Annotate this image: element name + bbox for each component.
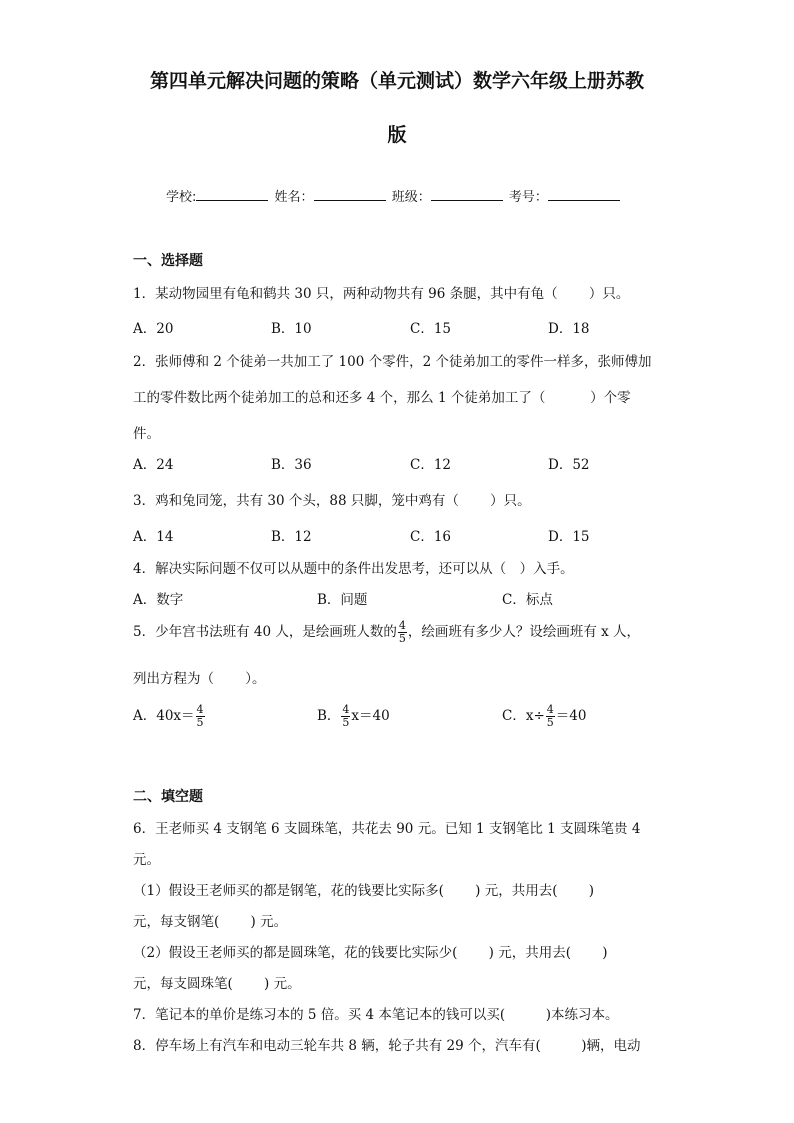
q2-option-d[interactable]: D．52 [548, 457, 590, 473]
q3-option-d[interactable]: D．15 [548, 529, 590, 545]
frac-denominator: 5 [196, 716, 204, 729]
fraction-four-fifths [341, 704, 350, 729]
fraction-four-fifths [398, 620, 407, 645]
question-5-line-2: 列出方程为（ ）。 [133, 671, 266, 687]
question-2-line-1: 2．张师傅和 2 个徒弟一共加工了 100 个零件，2 个徒弟加工的零件一样多，张师傅加 [133, 354, 652, 370]
document-title [120, 54, 674, 162]
fraction-four-fifths [196, 704, 205, 729]
question-6-line-3: （1）假设王老师买的都是钢笔，花的钱要比实际多( ) 元，共用去( ) [133, 883, 595, 899]
name-blank[interactable] [314, 188, 386, 201]
q5-option-c-label: C．x÷ [502, 708, 545, 724]
fraction-four-fifths [546, 704, 555, 729]
q3-option-a[interactable]: A．14 [133, 529, 174, 545]
q5-option-b[interactable] [317, 704, 390, 729]
q2-option-c[interactable]: C．12 [410, 457, 452, 473]
q3-option-c[interactable]: C．16 [410, 529, 452, 545]
question-6-line-6: 元，每支圆珠笔( ) 元。 [133, 976, 301, 992]
frac-denominator: 5 [342, 716, 350, 729]
number-blank[interactable] [548, 188, 620, 201]
number-label: 考号： [508, 190, 548, 205]
frac-numerator: 4 [342, 703, 350, 716]
q5-text-after: ，绘画班有多少人？设绘画班有 x 人， [407, 624, 641, 640]
question-3-text: 3．鸡和兔同笼，共有 30 个头，88 只脚，笼中鸡有（ ）只。 [133, 493, 531, 509]
frac-numerator: 4 [546, 703, 554, 716]
section-choice-heading: 一、选择题 [133, 253, 203, 269]
question-2-line-2: 工的零件数比两个徒弟加工的总和还多 4 个，那么 1 个徒弟加工了（ ）个零 [133, 390, 631, 406]
q3-option-b[interactable]: B．12 [271, 529, 312, 545]
question-5-line-1 [133, 620, 640, 645]
q5-text-before: 5．少年宫书法班有 40 人，是绘画班人数的 [133, 624, 397, 640]
student-info-row [166, 186, 622, 205]
question-8-text: 8．停车场上有汽车和电动三轮车共 8 辆，轮子共有 29 个，汽车有( )辆，电动 [133, 1038, 641, 1054]
q4-option-b[interactable]: B．问题 [317, 592, 368, 608]
q1-option-c[interactable]: C．15 [410, 321, 452, 337]
name-label: 姓名： [274, 190, 314, 205]
q5-option-a[interactable] [133, 704, 206, 729]
school-blank[interactable] [196, 188, 268, 201]
question-4-text: 4．解决实际问题不仅可以从题中的条件出发思考，还可以从（ ）入手。 [133, 561, 574, 577]
q1-option-b[interactable]: B．10 [271, 321, 312, 337]
school-label: 学校: [166, 190, 197, 205]
section-fill-heading: 二、填空题 [133, 789, 203, 805]
question-6-line-5: （2）假设王老师买的都是圆珠笔，花的钱要比实际少( ) 元，共用去( ) [133, 945, 608, 961]
question-6-line-4: 元，每支钢笔( ) 元。 [133, 914, 288, 930]
class-label: 班级： [391, 190, 431, 205]
q5-option-c-text: ＝40 [555, 708, 587, 724]
class-blank[interactable] [431, 188, 503, 201]
q2-option-b[interactable]: B．36 [271, 457, 312, 473]
question-2-line-3: 件。 [133, 426, 160, 442]
frac-numerator: 4 [196, 703, 204, 716]
frac-numerator: 4 [398, 619, 406, 632]
q5-option-a-text: A．40x＝ [133, 708, 195, 724]
q5-option-b-label: B． [317, 708, 341, 724]
q4-option-c[interactable]: C．标点 [502, 592, 553, 608]
question-1-text: 1．某动物园里有龟和鹤共 30 只，两种动物共有 96 条腿，其中有龟（ ）只。 [133, 286, 630, 302]
q1-option-a[interactable]: A．20 [133, 321, 174, 337]
q4-option-a[interactable]: A．数字 [133, 592, 184, 608]
frac-denominator: 5 [546, 716, 554, 729]
question-6-line-2: 元。 [133, 852, 160, 868]
question-6-line-1: 6．王老师买 4 支钢笔 6 支圆珠笔，共花去 90 元。已知 1 支钢笔比 1 支圆珠笔贵 4 [133, 821, 641, 837]
q5-option-b-text: x＝40 [351, 708, 390, 724]
frac-denominator: 5 [398, 632, 406, 645]
title-line-2: 版 [387, 124, 407, 146]
title-line-1: 第四单元解决问题的策略（单元测试）数学六年级上册苏教 [149, 70, 644, 92]
q5-option-c[interactable] [502, 704, 586, 729]
question-7-text: 7．笔记本的单价是练习本的 5 倍。买 4 本笔记本的钱可以买( )本练习本。 [133, 1007, 619, 1023]
q2-option-a[interactable]: A．24 [133, 457, 174, 473]
q1-option-d[interactable]: D．18 [548, 321, 590, 337]
